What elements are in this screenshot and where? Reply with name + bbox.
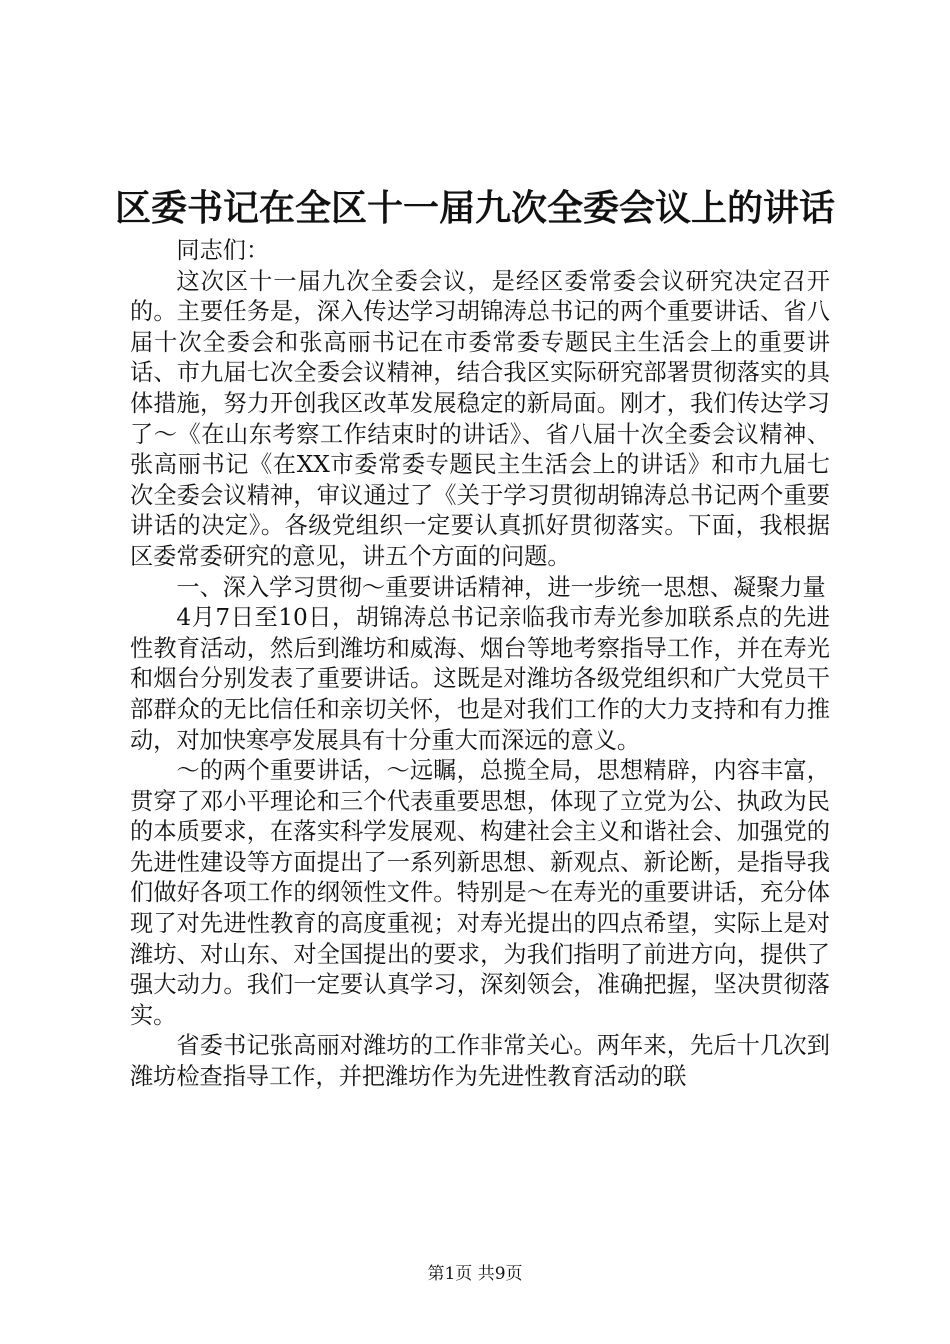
page-number-footer: 第1页 共9页 [427,1264,523,1284]
paragraph: 省委书记张高丽对潍坊的工作非常关心。两年来，先后十几次到潍坊检查指导工作，并把潍坊作为先进性教育活动的联 [130,1032,830,1091]
paragraph: ～的两个重要讲话，～远瞩，总揽全局，思想精辟，内容丰富，贯穿了邓小平理论和三个代表重要思想，体现了立党为公、执政为民的本质要求，在落实科学发展观、构建社会主义和谐社会、加强党的先进性建设等方面提出了一系列新思想、新观点、新论断，是指导我们做好各项工作的纲领性文件。特别是～在寿光的重要讲话，充分体现了对先进性教育的高度重视；对寿光提出的四点希望，实际上是对潍坊、对山东、对全国提出的要求，为我们指明了前进方向，提供了强大动力。我们一定要认真学习，深刻领会，准确把握，坚决贯彻落实。 [130,757,830,1029]
paragraph: 4月7日至10日，胡锦涛总书记亲临我市寿光参加联系点的先进性教育活动，然后到潍坊和威海、烟台等地考察指导工作，并在寿光和烟台分别发表了重要讲话。这既是对潍坊各级党组织和广大党员干部群众的无比信任和亲切关怀，也是对我们工作的大力支持和有力推动，对加快寒亭发展具有十分重大而深远的意义。 [130,604,830,754]
section-heading: 一、深入学习贯彻～重要讲话精神，进一步统一思想、凝聚力量 [176,573,826,601]
document-title: 区委书记在全区十一届九次全委会议上的讲话 [114,187,835,229]
salutation: 同志们： [176,237,270,264]
paragraph: 这次区十一届九次全委会议，是经区委常委会议研究决定召开的。主要任务是，深入传达学习胡锦涛总书记的两个重要讲话、省八届十次全委会和张高丽书记在市委常委专题民主生活会上的重要讲话、市九届七次全委会议精神，结合我区实际研究部署贯彻落实的具体措施，努力开创我区改革发展稳定的新局面。刚才，我们传达学习了～《在山东考察工作结束时的讲话》、省八届十次全委会议精神、张高丽书记《在XX市委常委专题民主生活会上的讲话》和市九届七次全委会议精神，审议通过了《关于学习贯彻胡锦涛总书记两个重要讲话的决定》。各级党组织一定要认真抓好贯彻落实。下面，我根据区委常委研究的意见，讲五个方面的问题。 [130,267,830,570]
document-body [130,236,830,1093]
